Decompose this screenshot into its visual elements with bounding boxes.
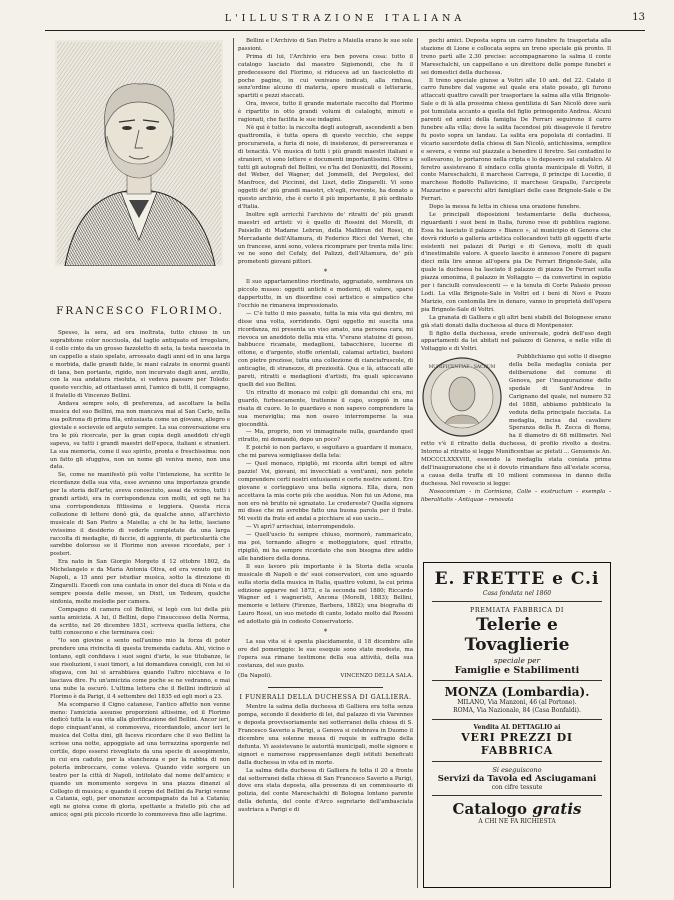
ad-roma: ROMA, Via Nazionale, 84 (Casa Bonfaldi). <box>453 707 581 714</box>
paragraph: Bellini e l'Archivio di San Pietro a Maiella erano le sue sole passioni. <box>238 38 413 52</box>
ad-rule <box>432 761 602 762</box>
frette-advertisement <box>423 562 611 888</box>
section-rule <box>268 687 383 688</box>
paragraph: Nè qui è tutto: la raccolta degli autografi, ascendenti a ben quattromila, è tutta opera di questo vecchio, che seppe procurarsela, a furia di noie, di insistenze, di perseveranza e di tenacità. V'è musica di tutti i più grandi maestri italiani e stranieri, vi sono lettere e documenti importantissimi. Oltre a tutti gli autografi del Bellini, ve n'ha del Donizetti, del Rossini, del Weber, del Wagner, del Jommelli, del Pergolesi, del Manfroce, del Piccinni, del Liszt, dello Zingarelli. Vi sono oggetti de' più grandi maestri, ch'egli, riverente, ha donato a questo archivio, che è certo il più importante, il più ordinato d'Italia. <box>238 124 413 211</box>
paragraph: Se, come ne manifestò più volte l'intenzione, ha scritto le ricordanze della sua vita, esse avranno una importanza grande per la storia dell'arte; aveva conosciuto, assai da vicino, tutti i grandi artisti, era in corrispondenza con molti, ed egli ne ha una corrispondenza fittissima e leggiera. Questa ricca collezione di lettere donò già, da qualche anno, all'archivio musicale di San Pietro a Maiella; a chi le ha lette, lasciano vivissimo il desiderio di vederle completate da una larga raccolta di medaglie, di faccie, di aggiunte, di particolarità che sarebbe doloroso se il Florimo non avesse ricordate, per i posteri. <box>50 472 230 558</box>
paragraph: — Quel monaco, ripigliò, mi ricorda altri tempi ed altre pazzie! Voi, giovani, mi invecchiati a vent'anni, non potete comprendere certi nostri entusiasmi e certe nostre azioni. Ero giovane e corteggiavo una bella signora. Ella, dura, non accettava la mia corte più che assidua. Non fui un Adone, ma non ero nè brutto nè sgraziato. Le credereste? Quella signora mi disse che mi avrebbe fatto una buona parola per il frate. Mi vestii da frate ed andai a picchiare al suo uscio... <box>238 461 413 523</box>
ad-gratis-word: gratis <box>532 800 582 818</box>
byline-author: VINCENZO DELLA SALA. <box>340 672 413 679</box>
portrait-engraving <box>55 40 223 266</box>
ad-rule <box>432 680 602 681</box>
ad-rule <box>432 795 602 796</box>
ad-cifre: con cifre tessute <box>491 784 543 791</box>
section-title: I FUNERALI DELLA DUCHESSA DI GALLIERA. <box>239 693 412 701</box>
paragraph: Il figlio della duchessa, erede universale, godrà dell'uso degli appartamenti da lei abitati nel palazzo di Genova, e nelle ville di Voltaggio e di Voltri. <box>421 330 611 353</box>
paragraph: Ora, invece, tutto il grande materiale raccolto dal Florimo è ripartito in otto grandi volumi di cataloghi, minuti e ragionati, che facilita le sue indagini. <box>238 101 413 124</box>
paragraph: Prima di lui, l'Archivio era ben povera cosa: tutto il catalogo lasciato dal maestro Sigismondi, che fu il predecessore del Florimo, si riduceva ad un fascicoletto di poche pagine, in cui venivano indicati, alla rinfusa, senz'ordine alcuno di materia, opere musicali e letterarie, spartiti e pezzi staccati. <box>238 53 413 100</box>
paragraph: Andava sempre solo, di preferenza, ad ascoltare la bella musica del suo Bellini, ma non mancava mai al San Carlo, nella sua poltrona di prima fila, entusiasta come un giovane, allegro e gioviale e socievole ed arguto sempre. La sua conversazione era tra le più ricercate, per la gran copia degli aneddoti ch'egli sapeva, su tutti i grandi maestri dell'epoca, italiani e stranieri. La sua memoria, come il suo spirito, pronta e freschissima: non un fatto gli sfuggiva, non un nome gli veniva meno, non una data. <box>50 401 230 471</box>
paragraph: — C'è tutto il mio passato, tutta la mia vita qui dentro, mi disse una volta, sorridendo. Ogni oggetto mi suscita una ricordanza, mi presenta un viso amato, una persona cara, mi rievoca un aneddoto della mia vita. V'erano statuine di gesso, babbucce ricamate, medaglioni, tabacchiere, lucerne di ottone, e d'argento, stoffe orientali, calamai artistici, bastoni con pietre preziose, tutta una collezione di cianciafruscole, di anticaglie, di stranezze, di preziosità. Qua e là, attaccati alle pareti, ritratti e medaglioni d'artisti, fra quali spiccavano quelli del suo Bellini. <box>238 310 413 388</box>
ad-vendita: Vendita AL DETTAGLIO ai <box>473 724 561 731</box>
ad-rule <box>432 601 602 602</box>
column-divider <box>233 38 234 888</box>
paragraph: Ma scomparso il Cigno catanese, l'antico affetto non venne meno: l'amicizia assunse proporzioni altissime, ed il Florimo dedicò tutta la sua vita alla glorificazione del Bellini. Ancor ieri, dopo cinquant'anni, si commoveva, ricordandolo, ancor ieri le musica del Cotta dini, gli faceva ricordare che il suo Bellini la scrisse una notte, appoggiato ad una terrazzina sporgente nel cortile, dopo essersi risvegliato da una specie di assopimento, in cui era caduto, per la stanchezza e per la rabbia di non poterla imbroccare, come voleva. Quando vide sorgere un teatro per la città di Napoli, intitolato dal nome dell'amico; e quando un monumento sorgeva in una piazza dinanzi al Collegio di musica; e quando il corpo del Bellini da Parigi venne a Catania, egli, per onoranze accompagnato da lui a Catania; egli ne gioiva come di gloria, spettante a fratello più che ad amico; ogni più piccolo ricordo lo commoveva fino alle lagrime. <box>50 701 230 819</box>
column-1-text <box>50 330 230 890</box>
paragraph: Era nato in San Giorgio Morgeto il 12 ottobre 1802, da Michelangelo e da Maria Antonia Oliva, ed era venuto qui in Napoli, a 15 anni per istudiar musica, sotto la direzione di Zingarelli. Esordì con una cantata in onor del duca di Noia e da sempre poesia delle messe, un Dixit, un Tedeum, qualche sinfonia, molte melodie per camera. <box>50 559 230 605</box>
page-number: 13 <box>632 12 645 23</box>
paragraph: pochi amici. Deposta sopra un carro funebre fu trasportata alla stazione di Lione e collocata sopra un treno speciale già pronto. Il treno partì alle 2.30 precise: accompagnarono la salma il conte Mareschalchi, un cappellano e un direttore delle pompe funebri e sei domestici della duchessa. <box>421 38 611 76</box>
paragraph: "Io son giovine e sento nell'animo mio la forza di poter prendere una rivincita di questa tremenda caduta. Ahi, vicino o lontano, egli confidava i suoi sogni d'arte, le sue titubanze, le sue risoluzioni, i suoi timori, a lui domandava consigli, con lui si sfogava, con lui si arrabbiava quando l'altro nicchiava e lo lasciava dire. Fu un'amicizia come poche se ne vedranno, e mai una nube la oscurò. L'ultima lettera che il Bellini indirizzò al Florimo è da Parigi, il 4 settembre del 1835 ed egli morì a 23. <box>50 638 230 700</box>
medal-inscription: MUNIFICENTIAE · SACRUM <box>428 365 496 371</box>
separator-star: * <box>323 628 328 637</box>
ad-milano: MILANO, Via Manzoni, 46 (al Portone). <box>457 699 577 706</box>
column-2-text <box>238 38 413 888</box>
separator-star: * <box>323 268 328 277</box>
ad-speciale: speciale per <box>493 656 541 665</box>
paragraph: Dopo la messa fu letta in chiesa una orazione funebre. <box>429 204 581 211</box>
paragraph: Le principali disposizioni testamentarie della duchessa, riguardanti i suoi beni in Italia, furono rese di pubblica ragione. Essa ha lasciato il palazzo « Bianco », al municipio di Genova che dovrà ridurlo a galleria artistica collocandovi tutti gli oggetti d'arte esistenti nei palazzi di Parigi e di Genova, molti di quali d'inestimabile valore. A questo lascito è annesso l'onere di pagare dieci mila lire annue all'opera pia De Ferrari Brignole-Sale, alla quale la duchessa ha lasciato il palazzo di piazza De Ferrari sulla piazza omonima, il palazzo in Voltaggio — da convertirsi in ospizio per i fanciulli convalescenti — e la tenuta di Corte Palasio presso Lodi. La villa Brignole-Sale in Voltri ed i beni di Novi e Pozzo Marizio, con centomila lire in denaro, vanno in proprietà dell'opera pia Brignole-Sale di Voltri. <box>421 211 611 313</box>
paragraph: Un ritratto di monaco mi colpì: gli domandai chi era, mi guardò, furbescamente, trattenne il capo, scoppiò in una risata di cuore. Io lo guardavo e non sapevo comprendere la sua meraviglia; ma non osavo interromperne la sua giocondità. <box>238 389 413 428</box>
byline-place: (Da Napoli). <box>238 672 272 679</box>
paragraph: Il suo lavoro più importante è la Storia della scuola musicale di Napoli e de' suoi conservatori, con uno sguardo sulla storia della musica in Italia, quattro volumi, la cui prima edizione apparve nel 1873, e la seconda nel 1880; Riccardo Wagner ed i wagneristi, Ancona (Morelli, 1883); Bellini, memorie e lettere (Firenze, Barbera, 1882); una biografia di Lauro Rossi, un suo metodo di canto, lodato molto dal Rossini ed adottato già in codesto Conservatorio. <box>238 563 413 626</box>
paragraph: Compagno di camera col Bellini, si legò con lui della più santa amicizia. A lui, il Bellini, dopo l'insuccesso della Norma, da scritto, nel 26 dicembre 1831, scriveva quella lettera, che tutti conoscono e che terminava così: <box>50 606 230 637</box>
paragraph: Spesso, la sera, ad ora inoltrata, tutto chiuso in un soprabitone color nocciuola, dal taglio antiquato ed irregolare, il collo cinto da un grosso fazzoletto di seta, la testa nascosta in un cappello a staio spelato, arrossato dagli anni ed in una larga e morbida, dalle grandi falde, le mani calzate in enormi guanti di lana, ben portante, rigido, non incurvato dagli anni, arzillo, con la sua andatura risoluta, si vedeva passare per Toledo: questo vecchio, ad ottantasei anni, l'amico di tutti, il compagno, il fratello di Vincenzo Bellini. <box>50 330 230 400</box>
ad-richiesta: A CHI NE FA RICHIESTA <box>478 818 556 825</box>
obituary-headline: FRANCESCO FLORIMO. <box>56 305 224 317</box>
paragraph: La salma della duchessa di Galliera fu tolta il 20 a fronte dai sotterranei della chiesa di San Francesco Saverio a Parigi, dove era stata deposta, alla presenza di un commissario di polizia, del conte Mareschalchi di Bologna lontano parente della defunta, del conte d'Arco segretario dell'ambasciata austriaca a Parigi e di <box>238 767 413 814</box>
paragraph: — Vi aprì? arrischiai, interrompendolo. <box>246 524 355 531</box>
ad-servizi: Servizi da Tavola ed Asciugamani <box>437 774 597 784</box>
paragraph: Il suo appartamentino riordinato, aggraziato, sembrava un piccolo museo: oggetti antichi e moderni, di valore, sparsi dappertutto, in un disordine così artistico e simpatico che l'occhio ne rimaneva impressionato. <box>238 279 413 309</box>
ad-eseguiscono: Si eseguiscono <box>492 766 542 774</box>
ad-catalogo <box>424 800 610 818</box>
paragraph: Il treno speciale giunse a Voltri alle 10 ant. del 22. Calato il carro funebre dal vagone sul quale era stato posato, gli furono attaccati quattro cavalli per trasportare la salma alla villa Brignole-Sale o di là alla prossima chiesa gentilizia di San Nicolò dove sarà poi tumulata accanto a quella del figlio primogenito Andrea. Alcuni parenti ed amici della famiglia De Ferrari seguirono il carro funebre alla villa; dove la salita facendosi più disagevole il feretro fu posto sopra un landau. La salita era popolata di contadini. Il vicario sacerdote della chiesa di San Nicolò, antichissima, semplice e severa, e venne sul piazzale a benedire il feretro. Sei contadini lo sollevarono, lo portarono nella cripta e lo deposero sul catafalco. Al feretro assistevano il sindaco colla giunta municipale di Voltri, il conte Mareschalchi, il marchese Carrega, il principe di Lucedio, il marchese Rodolfo Pallavicino, il marchese Grapallo, l'arciprete Mazzarino e parecchi altri famigliari delle case Brignole-Sale e De Ferrari. <box>421 77 611 203</box>
ad-catalogo-word: Catalogo <box>452 800 528 818</box>
ad-prezzi: VERI PREZZI DI FABBRICA <box>461 731 573 757</box>
paragraph: La granata di Galliera e gli altri beni stabili del Bolognese erano già stati donati dalla duchessa al duca di Montpensier. <box>421 314 611 329</box>
medal-motto: Nosocomium - in Coriniano, Colle - exstructum - exempla - liberalitatis - Antiquae - renovata <box>421 488 611 503</box>
paragraph: E poichè io non parlavo, e seguitavo a guardare il monaco, che mi pareva somigliasse della tela: <box>238 445 413 460</box>
ad-brand: E. FRETTE e C.i <box>434 569 600 589</box>
paragraph: Mentre la salma della duchessa di Galliera era tolta senza pompa, secondo il desiderio di lei, dal palazzo di via Varennes e deposta provvisoriamente nei sotterranei della chiesa di S. Francesco Saverio a Parigi, a Genova si celebrava in Duomo il dicembre una solenne messa di requie in suffragio della defunta. Vi assistevano le autorità municipali, molte signore e signori e numerose rappresentanze degli istituti beneficati dalla duchessa in vita ed in morte. <box>238 704 413 766</box>
column-3-text <box>421 38 611 560</box>
byline <box>238 673 413 681</box>
ad-founded: Casa fondata nel 1860 <box>482 590 552 597</box>
publication-title: L'ILLUSTRAZIONE ITALIANA <box>224 13 466 24</box>
paragraph: — Ma, proprio, non vi immaginate nulla, guardando quel ritratto, mi domandò, dopo un poco? <box>238 429 413 444</box>
ad-rule <box>432 719 602 720</box>
paragraph: — Quell'uscio fu sempre chiuso, mormorò, rammaricato, ma poi, tornando allegro e motteggiatore, quel ritratto, ripigliò, mi ha sempre ricordato che non bisogna dire addio alle bandiere della donna. <box>238 532 413 562</box>
paragraph: La sua vita si è spenta placidamente, il 18 dicembre alle ore del pomeriggio: le sue esequie sono state modeste, ma l'opera sua rimane testimone della sua attività, della sua costanza, del suo gusto. <box>238 638 413 669</box>
column-divider <box>417 38 418 888</box>
paragraph: Inoltre egli arricchì l'archivio de' ritratti de' più grandi maestri ed artisti: vi è quello di Rossini del Morelli, di Paisiello di Madame Lebrun, della Malibran del Rossi, di Mercadante dell'Altamura, di Federico Ricci del Vernet, che un francese, anni sono, voleva ricomprare per trenta mila lire: ve ne sono del Cefaly, del Palizzi, dell'Altamura, de' più prometenti giovani pittori. <box>238 211 413 266</box>
ad-target: Famiglie e Stabilimenti <box>454 665 580 676</box>
ad-product: Telerie e Tovaglierie <box>464 615 570 655</box>
page-header <box>45 12 645 31</box>
paragraph: Pubblichiamo qui sotto il disegno della bella medaglia coniata per deliberazione del comune di Genova, per l'inaugurazione dello spedale di Sant'Andrea in Carignano del quale, nel numero 52 del 1888, abbiamo pubblicato la veduta della principale facciata. La medaglia, incisa dal cavaliere Speranza della R. Zecca di Roma, ha il diametro di 68 millimetri. Nel retto v'è il ritratto della duchessa, di profilo rivolto a destra. Intorno al ritratto si legge Munificentiae ac pietati ... Genuensis An. MDCCCLXXXVIII, essendo la medaglia stata coniata prima dell'inaugurazione che si è dovuto rimandare fino all'estate scorsa, a causa della truffa di 10 milioni commessa in danno della duchessa. Nel rovescio si legge: <box>421 354 611 487</box>
medal-illustration <box>421 356 503 438</box>
ad-premiata: PREMIATA FABBRICA DI <box>469 606 565 614</box>
ad-city: MONZA (Lombardia). <box>444 685 590 699</box>
